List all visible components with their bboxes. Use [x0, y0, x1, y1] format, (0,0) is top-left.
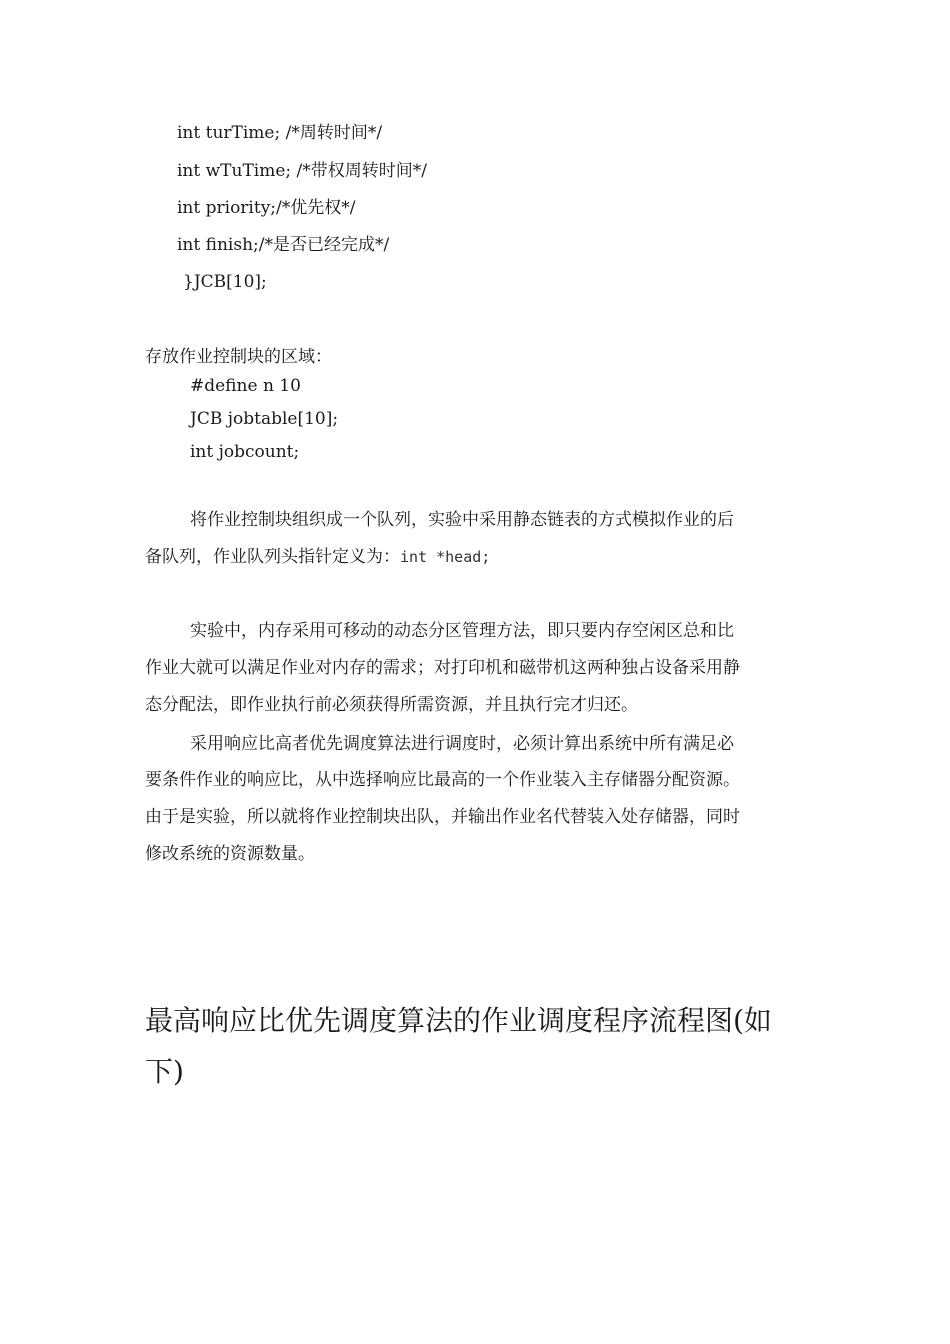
head-pointer-code: int *head; [400, 548, 491, 566]
code-line-wtutime: int wTuTime; /*带权周转时间*/ [177, 161, 428, 181]
code-line-jobtable: JCB jobtable[10]; [190, 409, 339, 429]
code-line-define: #define n 10 [190, 376, 301, 396]
algorithm-paragraph-line-2: 要条件作业的响应比，从中选择响应比最高的一个作业装入主存储器分配资源。 [145, 770, 740, 790]
algorithm-paragraph-line-3: 由于是实验，所以就将作业控制块出队，并输出作业名代替装入处存储器，同时 [145, 807, 740, 827]
code-line-turtime: int turTime; /*周转时间*/ [177, 123, 383, 143]
memory-paragraph-line-1: 实验中，内存采用可移动的动态分区管理方法，即只要内存空闲区总和比 [190, 621, 734, 641]
flowchart-heading-line-2: 下) [145, 1055, 184, 1088]
code-line-finish: int finish;/*是否已经完成*/ [177, 235, 390, 255]
memory-paragraph-line-3: 态分配法，即作业执行前必须获得所需资源，并且执行完才归还。 [145, 695, 638, 715]
storage-label: 存放作业控制块的区域： [145, 347, 332, 367]
algorithm-paragraph-line-1: 采用响应比高者优先调度算法进行调度时，必须计算出系统中所有满足必 [190, 734, 734, 754]
code-line-jobcount: int jobcount; [190, 442, 300, 462]
code-line-priority: int priority;/*优先权*/ [177, 198, 356, 218]
queue-paragraph-line-2 [145, 546, 810, 568]
code-line-struct-close: }JCB[10]; [183, 272, 267, 292]
memory-paragraph-line-2: 作业大就可以满足作业对内存的需求；对打印机和磁带机这两种独占设备采用静 [145, 658, 740, 678]
flowchart-heading-line-1: 最高响应比优先调度算法的作业调度程序流程图(如 [145, 1004, 772, 1037]
algorithm-paragraph-line-4: 修改系统的资源数量。 [145, 844, 315, 864]
queue-paragraph-text: 备队列，作业队列头指针定义为： [145, 547, 400, 567]
queue-paragraph-line-1: 将作业控制块组织成一个队列，实验中采用静态链表的方式模拟作业的后 [190, 510, 734, 530]
